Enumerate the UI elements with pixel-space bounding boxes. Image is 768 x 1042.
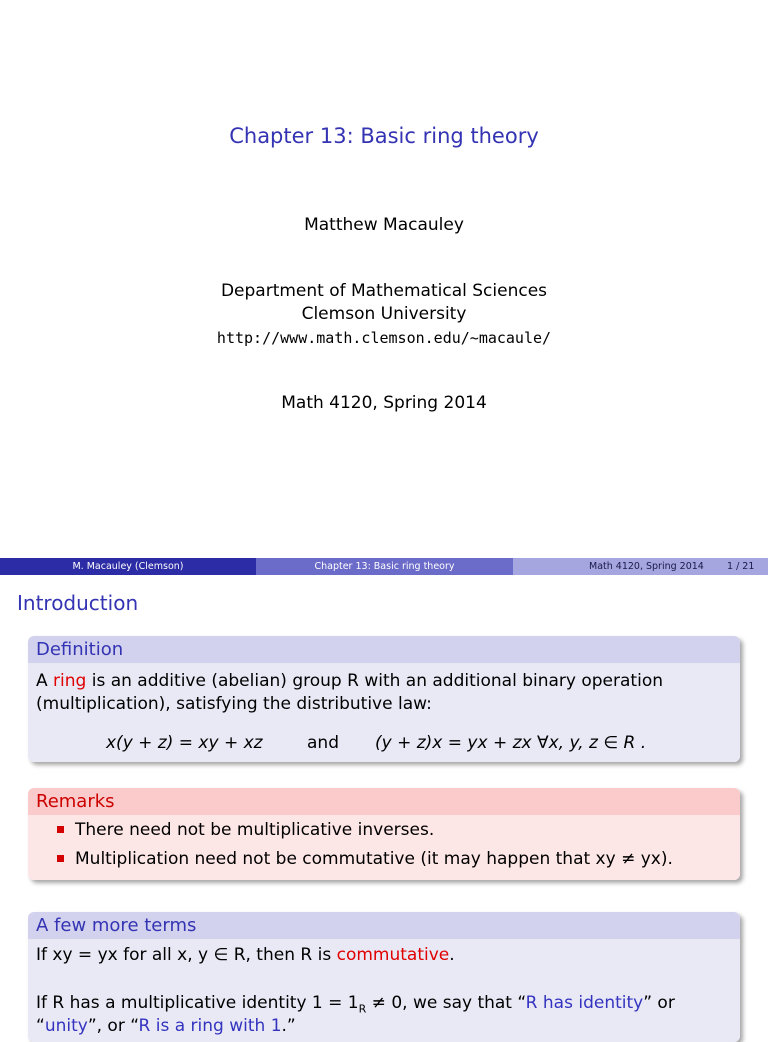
equation-and: and: [307, 733, 339, 753]
terms-body: [28, 939, 740, 1042]
bullet-icon: [57, 855, 64, 862]
terms-line-2: If R has a multiplicative identity $1 = 1_R \ne 0$, we say that “R has identity” or: [36, 993, 675, 1016]
unity-term: unity: [44, 1016, 88, 1036]
definition-header: Definition: [28, 636, 740, 663]
footer-title: Chapter 13: Basic ring theory: [256, 558, 513, 575]
remark-item: Multiplication need not be commutative (it may happen that xy ≠ yx).: [75, 849, 673, 869]
terms-block: [28, 912, 740, 1042]
footer-course: Math 4120, Spring 2014: [589, 561, 704, 572]
definition-block: [28, 636, 740, 762]
equation-left: x(y + z) = xy + xz: [106, 733, 263, 753]
definition-body: [28, 663, 740, 762]
university: Clemson University: [301, 304, 467, 324]
equation-right: (y + z)x = yx + zx ∀x, y, z ∈ R .: [375, 733, 647, 753]
author-name: Matthew Macauley: [304, 215, 464, 235]
department: Department of Mathematical Sciences: [220, 281, 548, 301]
footer-course-page: [513, 558, 768, 575]
bullet-icon: [57, 826, 64, 833]
has-identity-term: R has identity: [525, 993, 644, 1013]
terms-header: A few more terms: [28, 912, 740, 939]
remarks-block: [28, 788, 740, 880]
remarks-body: [28, 815, 740, 880]
terms-line-3: “unity”, or “R is a ring with 1.”: [36, 1016, 296, 1036]
course-info: Math 4120, Spring 2014: [281, 393, 487, 413]
commutative-term: commutative: [336, 945, 450, 965]
author-url: http://www.math.clemson.edu/~macaule/: [216, 329, 552, 347]
ring-term: ring: [53, 671, 87, 691]
frame-title: Introduction: [17, 591, 139, 615]
ring-with-1-term: R is a ring with 1: [138, 1016, 282, 1036]
introduction-slide: [0, 575, 768, 1036]
remarks-header: Remarks: [28, 788, 740, 815]
definition-line-1: A ring is an additive (abelian) group R with an additional binary operation: [36, 671, 663, 691]
slide-footer: [0, 558, 768, 575]
definition-line-2: (multiplication), satisfying the distributive law:: [36, 694, 432, 714]
remark-item: There need not be multiplicative inverses.: [75, 820, 435, 840]
terms-line-1: If xy = yx for all x, y ∈ R, then R is commutative.: [36, 945, 455, 965]
presentation-title: Chapter 13: Basic ring theory: [229, 124, 539, 148]
footer-author: M. Macauley (Clemson): [0, 558, 256, 575]
footer-page-number: 1 / 21: [727, 561, 755, 572]
